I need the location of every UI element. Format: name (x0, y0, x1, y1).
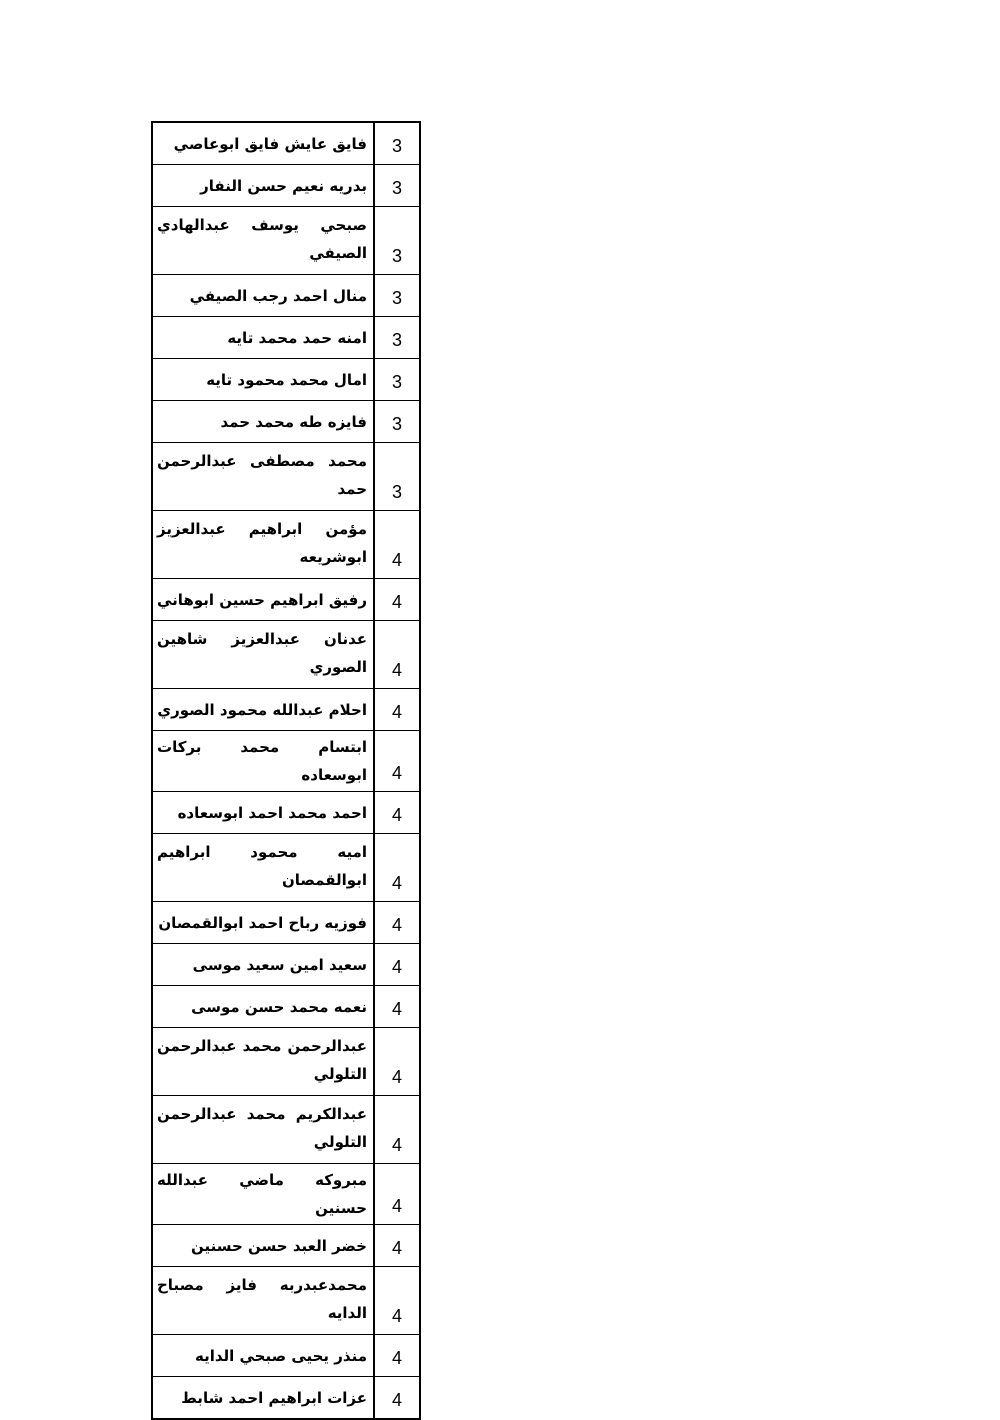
table-row (152, 834, 420, 902)
table-row (152, 165, 420, 207)
group-number-cell: 4 (374, 511, 420, 579)
group-number-cell: 4 (374, 986, 420, 1028)
person-name-cell: ابتسام محمد بركات ابوسعاده (152, 731, 374, 792)
group-number-cell: 4 (374, 1335, 420, 1377)
table-row (152, 511, 420, 579)
person-name-cell: عبدالرحمن محمد عبدالرحمن التلولي (152, 1028, 374, 1096)
table-row (152, 621, 420, 689)
person-name-cell: عدنان عبدالعزيز شاهين الصوري (152, 621, 374, 689)
person-name-cell: مبروكه ماضي عبدالله حسنين (152, 1164, 374, 1225)
person-name-cell: محمد مصطفى عبدالرحمن حمد (152, 443, 374, 511)
person-name-cell: اميه محمود ابراهيم ابوالقمصان (152, 834, 374, 902)
person-name-cell: منذر يحيى صبحي الدايه (152, 1335, 374, 1377)
group-number-cell: 3 (374, 165, 420, 207)
person-name-cell: فوزيه رباح احمد ابوالقمصان (152, 902, 374, 944)
table-row (152, 1096, 420, 1164)
table-row (152, 1164, 420, 1225)
group-number-cell: 4 (374, 1377, 420, 1420)
group-number-cell: 4 (374, 731, 420, 792)
group-number-cell: 4 (374, 1225, 420, 1267)
table-row (152, 792, 420, 834)
group-number-cell: 3 (374, 443, 420, 511)
person-name-cell: امال محمد محمود تايه (152, 359, 374, 401)
person-name-cell: نعمه محمد حسن موسى (152, 986, 374, 1028)
person-name-cell: احمد محمد احمد ابوسعاده (152, 792, 374, 834)
table-row (152, 1335, 420, 1377)
group-number-cell: 4 (374, 689, 420, 731)
table-row (152, 1267, 420, 1335)
group-number-cell: 3 (374, 275, 420, 317)
table-row (152, 902, 420, 944)
table-row (152, 443, 420, 511)
names-table (151, 121, 421, 1420)
group-number-cell: 4 (374, 1267, 420, 1335)
table-row (152, 1377, 420, 1420)
group-number-cell: 3 (374, 207, 420, 275)
person-name-cell: صبحي يوسف عبدالهادي الصيفي (152, 207, 374, 275)
group-number-cell: 4 (374, 792, 420, 834)
table-row (152, 1225, 420, 1267)
person-name-cell: احلام عبدالله محمود الصوري (152, 689, 374, 731)
group-number-cell: 3 (374, 122, 420, 165)
group-number-cell: 3 (374, 317, 420, 359)
table-row (152, 986, 420, 1028)
table-row (152, 122, 420, 165)
group-number-cell: 4 (374, 944, 420, 986)
person-name-cell: بدريه نعيم حسن النفار (152, 165, 374, 207)
table-row (152, 275, 420, 317)
table-row (152, 359, 420, 401)
table-row (152, 317, 420, 359)
table-row (152, 401, 420, 443)
table-row (152, 1028, 420, 1096)
table-row (152, 689, 420, 731)
group-number-cell: 4 (374, 621, 420, 689)
person-name-cell: مؤمن ابراهيم عبدالعزيز ابوشريعه (152, 511, 374, 579)
person-name-cell: فايق عايش فايق ابوعاصي (152, 122, 374, 165)
person-name-cell: عزات ابراهيم احمد شابط (152, 1377, 374, 1420)
group-number-cell: 4 (374, 579, 420, 621)
group-number-cell: 4 (374, 902, 420, 944)
table-row (152, 944, 420, 986)
person-name-cell: فايزه طه محمد حمد (152, 401, 374, 443)
person-name-cell: منال احمد رجب الصيفي (152, 275, 374, 317)
names-table-body (152, 122, 420, 1419)
person-name-cell: سعيد امين سعيد موسى (152, 944, 374, 986)
group-number-cell: 4 (374, 1164, 420, 1225)
table-row (152, 579, 420, 621)
person-name-cell: خضر العبد حسن حسنين (152, 1225, 374, 1267)
person-name-cell: امنه حمد محمد تايه (152, 317, 374, 359)
group-number-cell: 4 (374, 834, 420, 902)
person-name-cell: رفيق ابراهيم حسين ابوهاني (152, 579, 374, 621)
person-name-cell: عبدالكريم محمد عبدالرحمن التلولي (152, 1096, 374, 1164)
table-row (152, 207, 420, 275)
table-row (152, 731, 420, 792)
group-number-cell: 4 (374, 1096, 420, 1164)
group-number-cell: 3 (374, 401, 420, 443)
group-number-cell: 4 (374, 1028, 420, 1096)
group-number-cell: 3 (374, 359, 420, 401)
person-name-cell: محمدعبدربه فايز مصباح الدايه (152, 1267, 374, 1335)
